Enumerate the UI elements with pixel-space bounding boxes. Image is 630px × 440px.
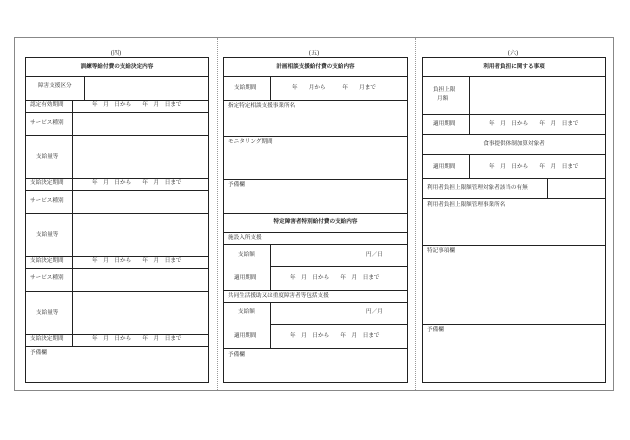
date-range: 年 月 日から 年 月 日まで [489, 121, 579, 127]
fold-line [415, 38, 416, 390]
date-range: 年 月 日から 年 月 日まで [92, 102, 182, 108]
section-title: 特定障害者特別給付費の支給内容 [273, 219, 358, 225]
date-range: 年 月 日から 年 月 日まで [92, 336, 182, 342]
field-label: 支給額 [238, 252, 255, 258]
field-label: 障害支援区分 [38, 83, 72, 89]
field-label: サービス種別 [30, 198, 64, 204]
field-label: 利用者負担上限額管理対象者該当の有無 [427, 185, 528, 191]
field-label: 支給量等 [36, 310, 59, 316]
date-range: 年 月 日から 年 月 日まで [92, 180, 182, 186]
field-label: 予備欄 [228, 352, 245, 358]
field-label: 認定有効期間 [30, 102, 64, 108]
field-label: モニタリング期間 [228, 139, 273, 145]
field-label: サービス種別 [30, 120, 64, 126]
field-label: 予備欄 [228, 182, 245, 188]
field-label: 利用者負担上限額管理事業所名 [427, 202, 506, 208]
field-label: サービス種別 [30, 275, 64, 281]
field-label: 支給期間 [234, 85, 257, 91]
panel-title: 利用者負担に関する事項 [483, 64, 545, 70]
section-label: 施設入所支援 [228, 235, 262, 241]
panel-number: (五) [308, 50, 320, 57]
field-label: 適用期間 [234, 333, 257, 339]
panel-consultation-benefits [223, 57, 408, 383]
field-label: 適用期間 [234, 275, 257, 281]
field-label: 月額 [437, 96, 449, 102]
field-label: 支給量等 [36, 232, 59, 238]
date-range: 年 月 日から 年 月 日まで [489, 164, 579, 170]
date-range: 年 月 日から 年 月 日まで [92, 258, 182, 264]
field-label: 予備欄 [30, 350, 47, 356]
section-label: 共同生活援助又は重度障害者等包括支援 [228, 293, 329, 299]
field-label: 支給量等 [36, 154, 59, 160]
unit-label: 円／月 [366, 309, 383, 315]
field-label: 支給額 [238, 309, 255, 315]
date-range: 年 月 日から 年 月 日まで [290, 275, 380, 281]
field-label: 支給決定期間 [30, 258, 64, 264]
field-label: 特記事項欄 [427, 248, 455, 254]
panel-number: (六) [507, 50, 519, 57]
field-label: 負担上限 [433, 87, 456, 93]
unit-label: 円／日 [366, 252, 383, 258]
month-range: 年 月から 年 月まで [292, 85, 376, 91]
field-label: 適用期間 [433, 164, 456, 170]
field-label: 指定特定相談支援事業所名 [228, 103, 296, 109]
panel-title: 訓練等給付費の支給決定内容 [80, 64, 154, 70]
panel-user-burden [422, 57, 606, 383]
field-label: 支給決定期間 [30, 180, 64, 186]
field-label: 支給決定期間 [30, 336, 64, 342]
panel-number: (四) [110, 50, 122, 57]
panel-training-benefits [25, 57, 209, 383]
field-label: 食事提供体制加算対象者 [483, 141, 545, 147]
panel-title: 計画相談支援給付費の支給内容 [276, 64, 355, 70]
field-label: 予備欄 [427, 327, 444, 333]
date-range: 年 月 日から 年 月 日まで [290, 333, 380, 339]
field-label: 適用期間 [433, 121, 456, 127]
fold-line [217, 38, 218, 390]
